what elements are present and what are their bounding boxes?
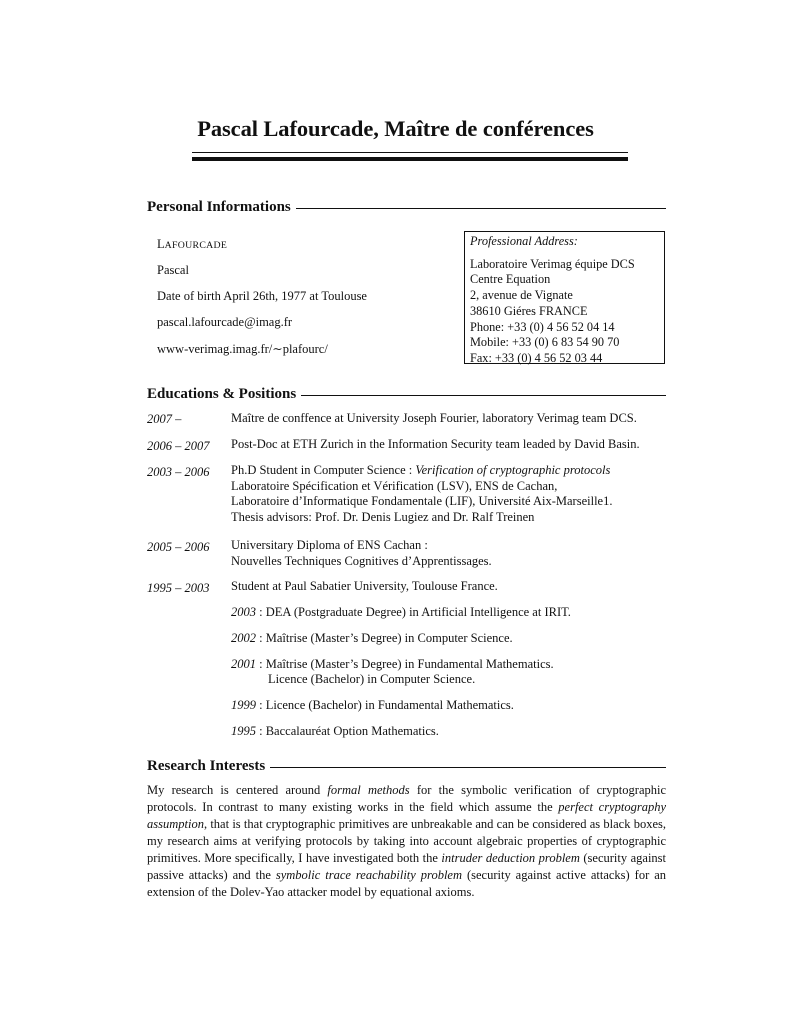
degree-item-continued: Licence (Bachelor) in Computer Science.	[268, 672, 476, 686]
address-fax: Fax: +33 (0) 4 56 52 03 44	[470, 350, 603, 365]
research-paragraph: My research is centered around formal methods for the symbolic verification of cryptographic protocols. In contrast to many existing works in the field which assume the perfect cryptography assumption, that is that cryptographic primitives are unbreakable and can be considered as black boxes, my research aims at verifying protocols by taking into account algebraic properties of cryptographic primitives. More specifically, I have investigated both the intruder deduction problem (security against passive attacks) and the symbolic trace reachability problem (security against active attacks) for an extension of the Dolev-Yao attacker model by equational axioms.	[147, 783, 667, 899]
section-rule	[296, 208, 666, 209]
section-personal-title: Personal Informations	[147, 199, 291, 215]
section-education-title: Educations & Positions	[147, 386, 297, 402]
degree-item: 2002 : Maîtrise (Master’s Degree) in Computer Science.	[231, 631, 513, 645]
edu-entry	[231, 411, 671, 427]
title-rule-thin	[192, 152, 628, 153]
edu-line: Laboratoire Spécification et Vérification (LSV), ENS de Cachan,	[231, 478, 558, 493]
edu-entry	[231, 538, 671, 569]
edu-line: Thesis advisors: Prof. Dr. Denis Lugiez and Dr. Ralf Treinen	[231, 509, 535, 524]
edu-entry	[231, 579, 671, 595]
firstname: Pascal	[157, 263, 189, 277]
edu-entry	[231, 463, 671, 525]
section-education	[147, 386, 666, 403]
address-line: 2, avenue de Vignate	[470, 288, 573, 303]
degree-item: 1999 : Licence (Bachelor) in Fundamental Mathematics.	[231, 698, 514, 712]
address-heading: Professional Address:	[470, 234, 578, 248]
page-title: Pascal Lafourcade, Maître de conférences	[197, 116, 594, 141]
email-link[interactable]: pascal.lafourcade@imag.fr	[157, 315, 293, 329]
section-rule	[270, 767, 666, 768]
edu-line: Student at Paul Sabatier University, Toulouse France.	[231, 579, 498, 593]
edu-date: 2003 – 2006	[147, 465, 210, 479]
edu-line: Universitary Diploma of ENS Cachan :	[231, 538, 428, 552]
edu-line: Ph.D Student in Computer Science : Verification of cryptographic protocols	[231, 463, 611, 477]
edu-line: Laboratoire d’Informatique Fondamentale (LIF), Université Aix-Marseille1.	[231, 494, 613, 508]
address-line: Laboratoire Verimag équipe DCS	[470, 256, 635, 271]
section-rule	[301, 395, 666, 396]
professional-address-box	[464, 231, 665, 364]
section-research	[147, 758, 666, 775]
title-rule-thick	[192, 157, 628, 161]
edu-date: 2006 – 2007	[147, 439, 210, 453]
degree-item: 2003 : DEA (Postgraduate Degree) in Artificial Intelligence at IRIT.	[231, 605, 571, 619]
website-link[interactable]: www-verimag.imag.fr/∼plafourc/	[157, 342, 328, 356]
edu-date: 2007 –	[147, 412, 182, 426]
edu-line: Post-Doc at ETH Zurich in the Information Security team leaded by David Basin.	[231, 437, 640, 451]
address-mobile: Mobile: +33 (0) 6 83 54 90 70	[470, 335, 620, 350]
address-line: Centre Equation	[470, 272, 551, 287]
edu-entry	[231, 437, 671, 453]
thesis-title: Verification of cryptographic protocols	[415, 463, 611, 477]
edu-line: Nouvelles Techniques Cognitives d’Apprentissages.	[231, 553, 492, 568]
edu-date: 2005 – 2006	[147, 540, 210, 554]
address-phone: Phone: +33 (0) 4 56 52 04 14	[470, 319, 615, 334]
edu-date: 1995 – 2003	[147, 581, 210, 595]
degree-item: 1995 : Baccalauréat Option Mathematics.	[231, 724, 439, 738]
edu-line: Maître de conffence at University Joseph Fourier, laboratory Verimag team DCS.	[231, 411, 637, 425]
address-line: 38610 Giéres FRANCE	[470, 303, 588, 318]
surname: LAFOURCADE	[157, 237, 228, 251]
section-personal	[147, 199, 666, 216]
section-research-title: Research Interests	[147, 758, 266, 774]
degree-item: 2001 : Maîtrise (Master’s Degree) in Fundamental Mathematics.	[231, 657, 554, 671]
birth-info: Date of birth April 26th, 1977 at Toulouse	[157, 289, 367, 303]
